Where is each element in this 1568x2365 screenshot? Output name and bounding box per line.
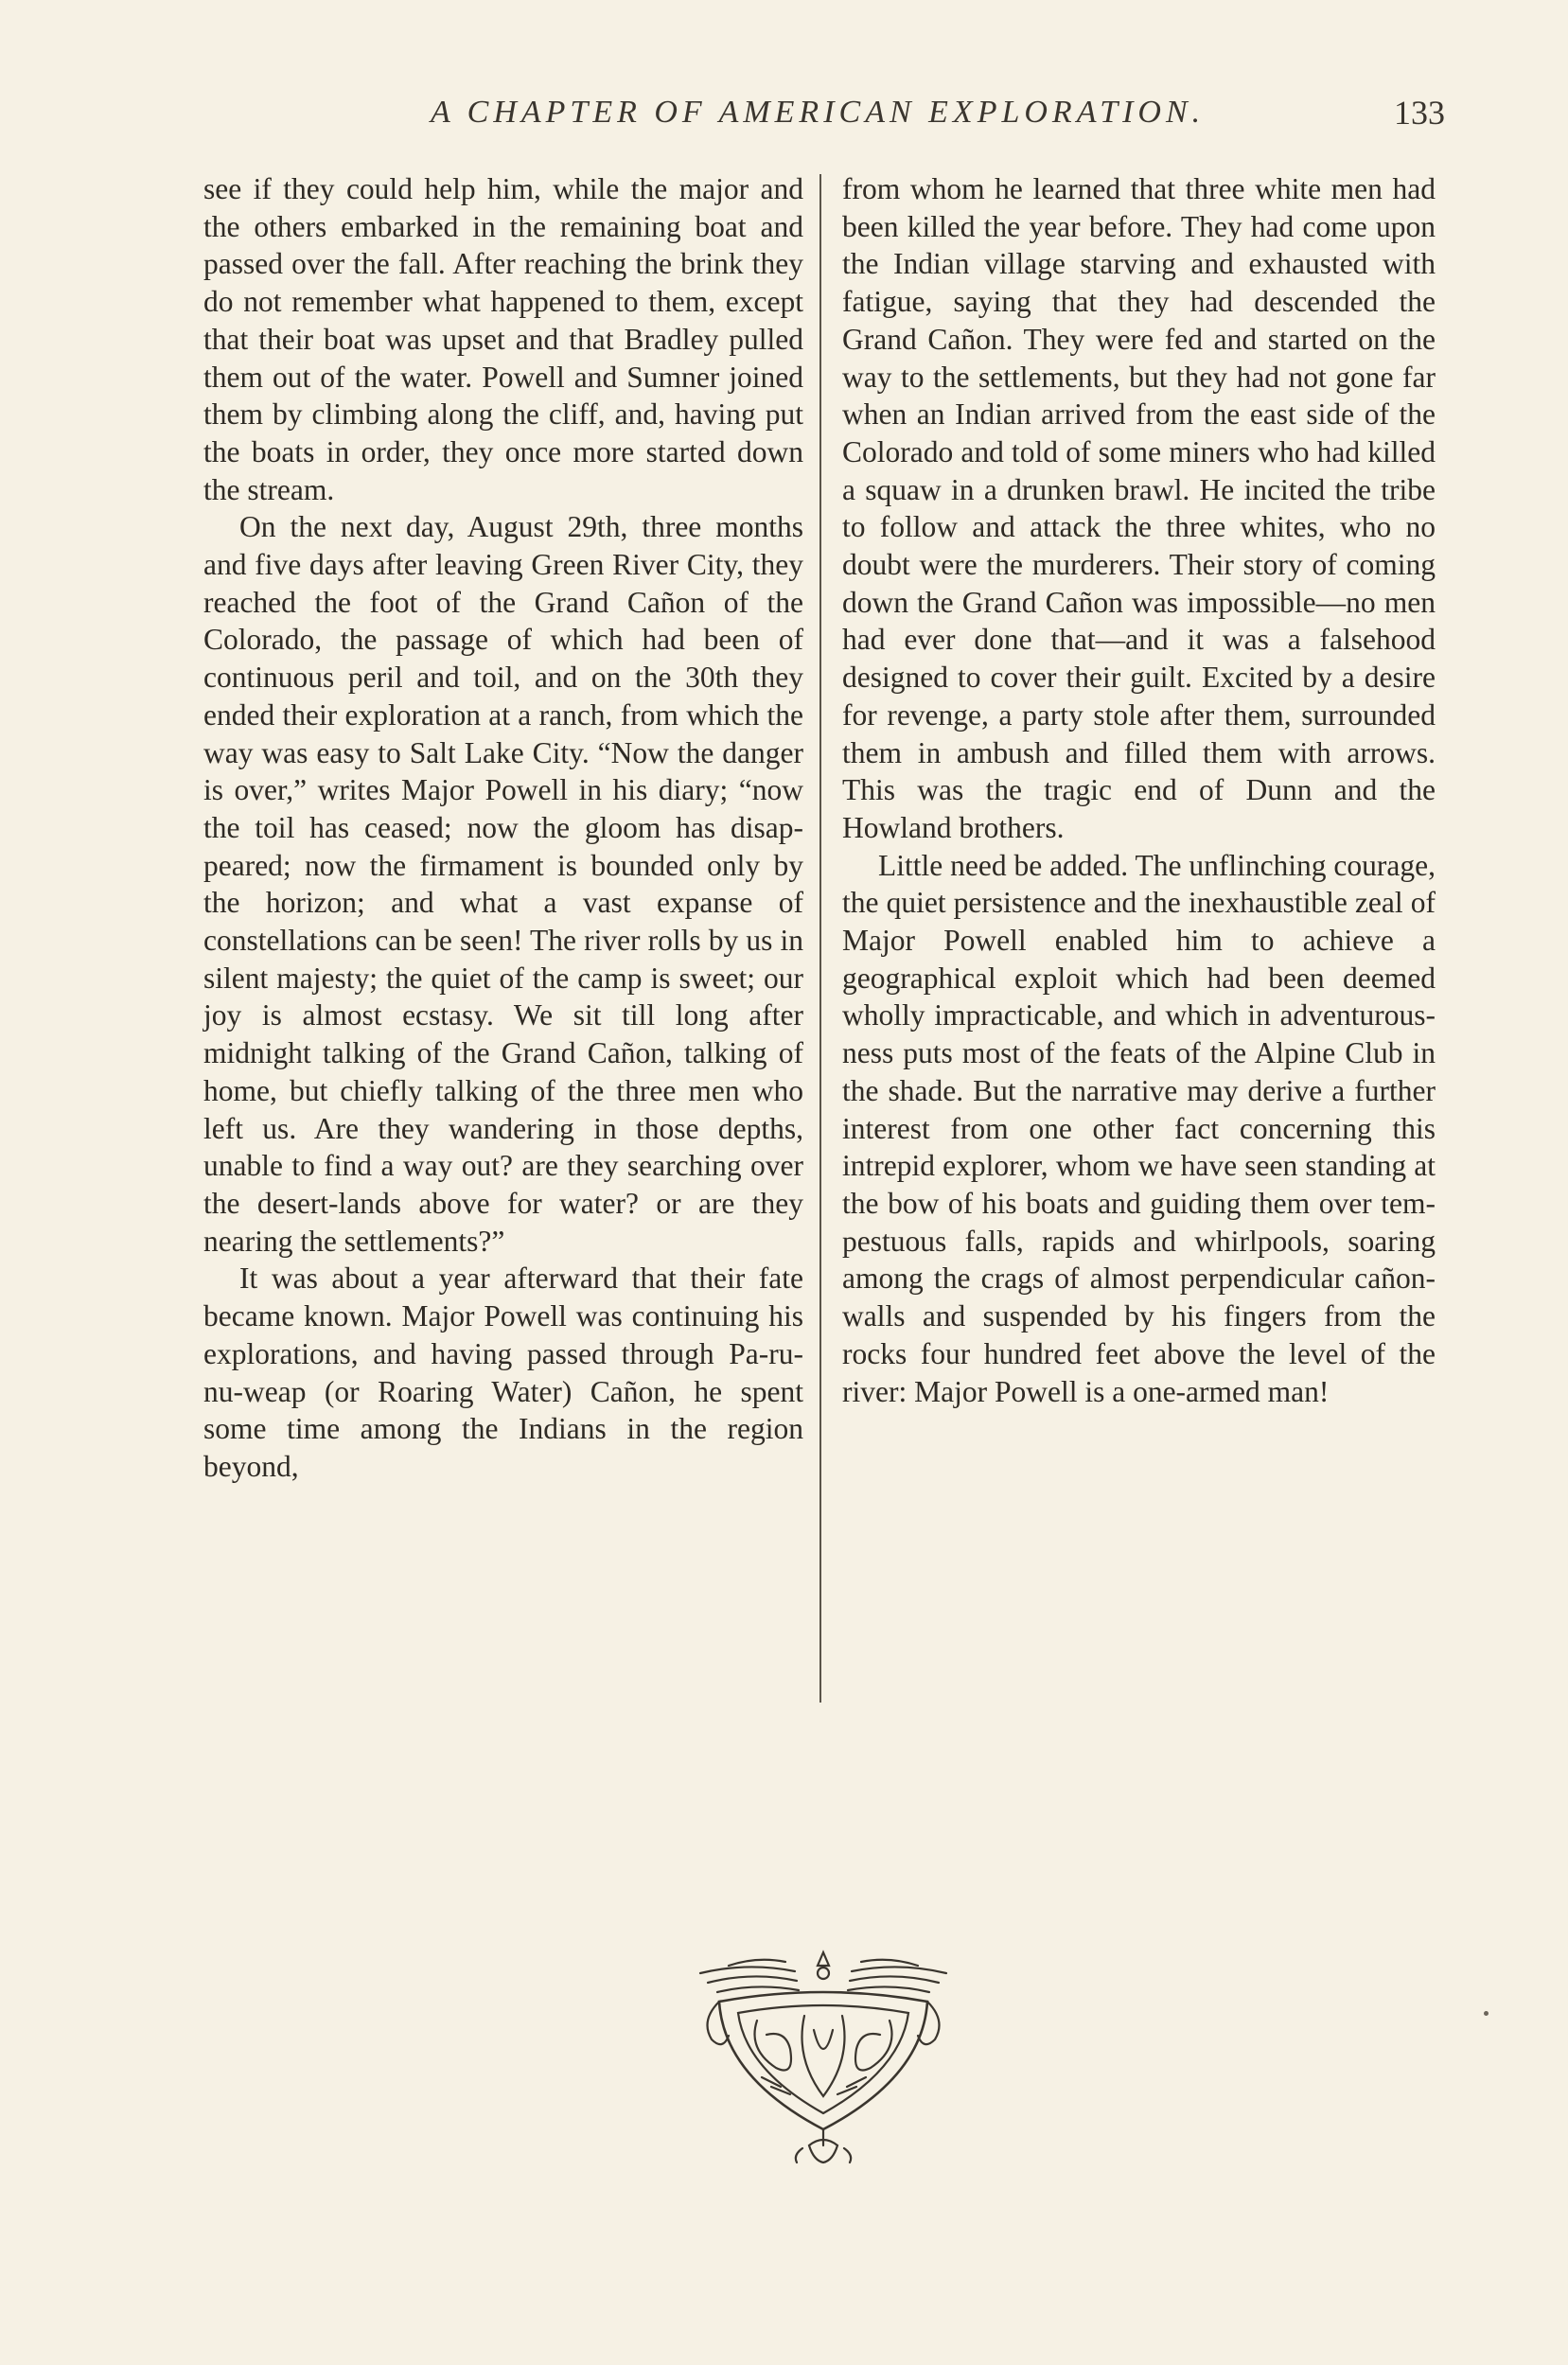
right-paragraph-2: Little need be added. The unflinching courage, the quiet persistence and the inexhaustible zeal of Major Powell enabled him to achieve a geographical exploit which had been deemed wholly impracticable, and which in adventurousness puts most of the feats of the Alpine Club in the shade. But the narrative may derive a further interest from one other fact concerning this intrepid explorer, whom we have seen standing at the bow of his boats and guiding them over tempestuous falls, rapids and whirlpools, soaring among the crags of almost perpendicular cañon-walls and suspended by his fingers from the rocks four hundred feet above the level of the river: Major Powell is a one-armed man! — [842, 848, 1436, 1408]
right-column — [842, 170, 1436, 1410]
right-paragraph-1: from whom he learned that three white men had been killed the year before. They had come upon the Indian village starving and exhausted with fatigue, saying that they had descended the Grand Cañon. They were fed and started on the way to the settlements, but they had not gone far when an Indian arrived from the east side of the Colorado and told of some miners who had killed a squaw in a drunken brawl. He incited the tribe to follow and attack the three whites, who no doubt were the murderers. Their story of coming down the Grand Cañon was impossible—no men had ever done that—and it was a falsehood designed to cover their guilt. Excited by a desire for revenge, a party stole after them, surrounded them in ambush and filled them with arrows. This was the tragic end of Dunn and the Howland brothers. — [842, 172, 1436, 844]
running-header — [203, 87, 1445, 144]
left-paragraph-1: see if they could help him, while the major and the others embarked in the remaining boat and passed over the fall. After reaching the brink they do not remember what happened to them, except that their boat was upset and that Bradley pulled them out of the water. Powell and Sumner joined them by climbing along the cliff, and, having put the boats in order, they once more started down the stream. — [203, 172, 803, 506]
tailpiece-ornament-icon — [691, 1945, 956, 2167]
left-column — [203, 170, 803, 1486]
left-paragraph-3: It was about a year afterward that their fate became known. Major Powell was continuing his explorations, and having passed through Pa-ru-nu-weap (or Roaring Water) Cañon, he spent some time among the Indians in the region beyond, — [203, 1262, 803, 1483]
running-title: A CHAPTER OF AMERICAN EXPLORATION. — [431, 95, 1206, 130]
paper-speck — [1484, 2011, 1489, 2016]
left-paragraph-2: On the next day, August 29th, three months and five days after leaving Green River City, they reached the foot of the Grand Cañon of the Colorado, the passage of which had been of continuous peril and toil, and on the 30th they ended their exploration at a ranch, from which the way was easy to Salt Lake City. “Now the danger is over,” writes Major Powell in his diary; “now the toil has ceased; now the gloom has disappeared; now the firmament is bounded only by the horizon; and what a vast expanse of constellations can be seen! The river rolls by us in silent majesty; the quiet of the camp is sweet; our joy is almost ecstasy. We sit till long after midnight talking of the Grand Cañon, talking of home, but chiefly talking of the three men who left us. Are they wandering in those depths, unable to find a way out? are they searching over the desert-lands above for water? or are they nearing the settlements?” — [203, 510, 803, 1258]
column-divider — [819, 174, 821, 1703]
page-number: 133 — [1394, 94, 1445, 132]
